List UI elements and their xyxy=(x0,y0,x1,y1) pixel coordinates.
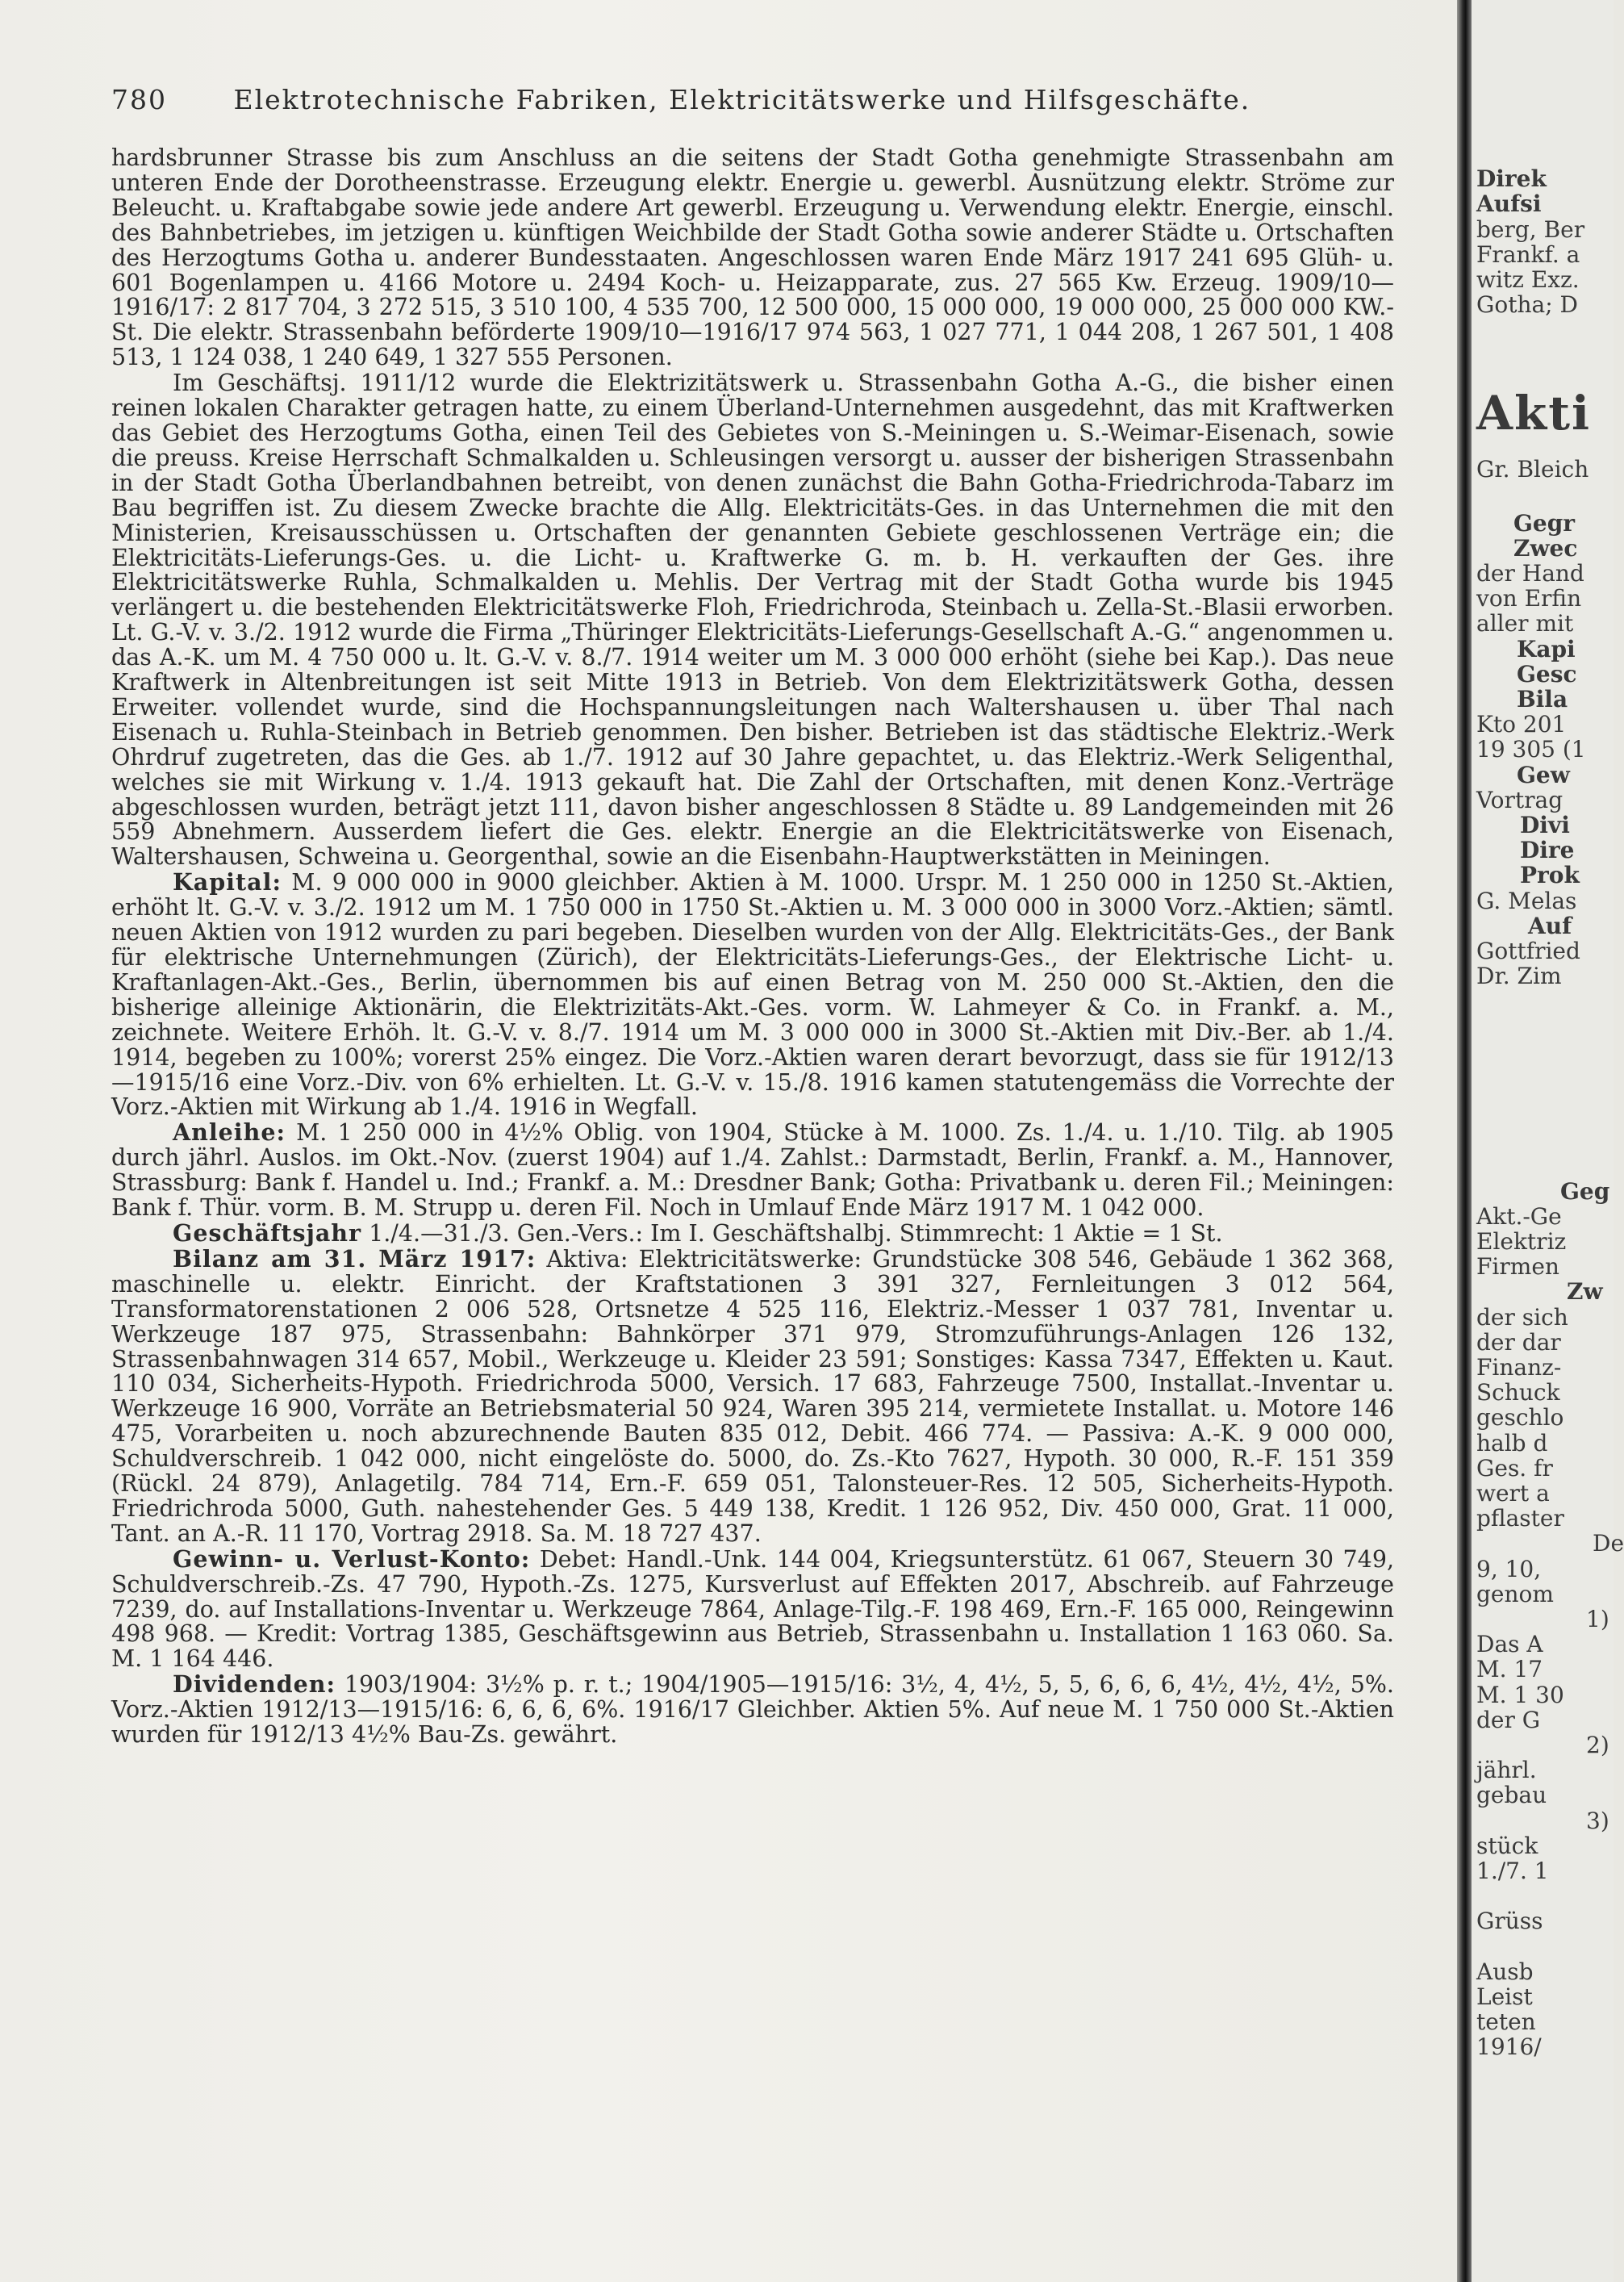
paragraph-geschaeftsjahr xyxy=(111,1218,1394,1247)
right-page-fragment: teten xyxy=(1476,2008,1536,2035)
paragraph-text: 1./4.—31./3. Gen.-Vers.: Im I. Geschäftshalbj. Stimmrecht: 1 Aktie = 1 St. xyxy=(361,1219,1223,1247)
paragraph-lead: Geschäftsjahr xyxy=(173,1218,362,1247)
right-page-fragment: Finanz- xyxy=(1476,1354,1562,1381)
right-page-fragment: Bila xyxy=(1517,686,1568,713)
paragraph-lead: Anleihe: xyxy=(173,1118,286,1147)
book-gutter xyxy=(1457,0,1472,2282)
right-page-fragment: Dire xyxy=(1520,837,1575,863)
paragraph-dividenden xyxy=(111,1672,1394,1748)
right-page-fragment: Gotha; D xyxy=(1476,291,1578,318)
right-page-fragment: 1916/ xyxy=(1476,2033,1542,2060)
paragraph-purpose xyxy=(111,145,1394,370)
right-page-fragment: wert a xyxy=(1476,1480,1550,1507)
right-page-fragment: 9, 10, xyxy=(1476,1556,1542,1582)
right-page-fragment: Divi xyxy=(1520,812,1570,838)
right-page-fragment: 3) xyxy=(1586,1808,1609,1834)
right-page-fragment: Das A xyxy=(1476,1631,1543,1657)
paragraph-kapital xyxy=(111,870,1394,1120)
right-page-fragment: Gesc xyxy=(1517,661,1577,688)
right-page-fragment: gebau xyxy=(1476,1782,1547,1808)
right-page-fragment: der G xyxy=(1476,1707,1541,1733)
right-page-fragment: Leist xyxy=(1476,1983,1533,2010)
right-page-fragment: genom xyxy=(1476,1581,1554,1607)
right-page-fragment: M. 1 30 xyxy=(1476,1682,1564,1708)
paragraph-text: M. 1 250 000 in 4½% Oblig. von 1904, Stücke à M. 1000. Zs. 1./4. u. 1./10. Tilg. ab 1905 durch jährl. Auslos. im Okt.-Nov. (zuerst 1904) auf 1./4. Zahlst.: Darmstadt, Berlin, Frankf. a. M., Hannover, Strassburg: Bank f. Handel u. Ind.; Frankf. a. M.: Dresdner Bank; Gotha: Privatbank u. deren Fil.; Meiningen: Bank f. Thür. vorm. B. M. Strupp u. deren Fil. Noch in Umlauf Ende März 1917 M. 1 042 000. xyxy=(111,1119,1394,1222)
right-page-fragment: jährl. xyxy=(1476,1757,1537,1783)
right-page-fragment: Ges. fr xyxy=(1476,1455,1553,1482)
right-page-fragment: Gr. Bleich xyxy=(1476,456,1589,483)
paragraph-history xyxy=(111,370,1394,870)
right-page-fragment: Aufsi xyxy=(1476,190,1542,217)
right-page-fragment: M. 17 xyxy=(1476,1656,1543,1682)
right-page-fragment: De xyxy=(1593,1530,1624,1557)
paragraph-lead: Dividenden: xyxy=(173,1670,336,1699)
right-page-fragment: Akt.-Ge xyxy=(1476,1203,1562,1230)
right-page-fragment: 1./7. 1 xyxy=(1476,1858,1549,1884)
right-page-fragment: der sich xyxy=(1476,1304,1568,1331)
right-page-fragment: witz Exz. xyxy=(1476,266,1580,293)
right-page-fragment: Ausb xyxy=(1476,1958,1534,1985)
running-title: Elektrotechnische Fabriken, Elektricitätswerke und Hilfsgeschäfte. xyxy=(233,84,1251,115)
right-page-fragment: Dr. Zim xyxy=(1476,963,1562,989)
right-page-fragment: Gottfried xyxy=(1476,938,1580,964)
right-page-fragment: 19 305 (1 xyxy=(1476,736,1586,763)
right-page-fragment: Auf xyxy=(1528,913,1572,939)
right-page-fragment: pflaster xyxy=(1476,1505,1564,1532)
paragraph-anleihe xyxy=(111,1120,1394,1221)
right-page-fragment: Gegr xyxy=(1513,510,1576,537)
paragraph-lead: Kapital: xyxy=(173,868,282,896)
right-page-fragment: berg, Ber xyxy=(1476,216,1585,243)
paragraph-gewinn-verlust xyxy=(111,1544,1395,1673)
right-page-fragment: Frankf. a xyxy=(1476,241,1580,268)
right-page-fragment: stück xyxy=(1476,1833,1538,1859)
right-page-fragment: geschlo xyxy=(1476,1404,1564,1431)
paragraph-text: M. 9 000 000 in 9000 gleichber. Aktien à M. 1000. Urspr. M. 1 250 000 in 1250 St.-Aktien, erhöht lt. G.-V. v. 3./2. 1912 um M. 1 750 000 in 1750 St.-Aktien u. M. 3 000 000 in 3000 Vorz.-Aktien; sämtl. neuen Aktien von 1912 wurden zu pari begeben. Dieselben wurden von der Allg. Elektricitäts-Ges., der Bank für elektrische Unternehmungen (Zürich), der Elektricitäts-Lieferungs-Ges., der Elektrische Licht- u. Kraftanlagen-Akt.-Ges., Berlin, übernommen bis auf einen Betrag von M. 250 000 St.-Aktien, den die bisherige alleinige Aktionärin, die Elektrizitäts-Akt.-Ges. vorm. W. Lahmeyer & Co. in Frankf. a. M., zeichnete. Weitere Erhöh. lt. G.-V. v. 8./7. 1914 um M. 3 000 000 in 3000 St.-Aktien mit Div.-Ber. ab 1./4. 1914, begeben zu 100%; vorerst 25% eingez. Die Vorz.-Aktien waren derart bevorzugt, dass sie für 1912/13—1915/16 eine Vorz.-Div. von 6% erhielten. Lt. G.-V. v. 15./8. 1916 kamen statutengemäss die Vorrechte der Vorz.-Aktien mit Wirkung ab 1./4. 1916 in Wegfall. xyxy=(111,869,1394,1121)
right-page-fragment: G. Melas xyxy=(1476,888,1577,914)
running-header xyxy=(111,84,1394,115)
right-page-edge xyxy=(1472,0,1624,2282)
right-page-fragment: Elektriz xyxy=(1476,1228,1567,1255)
right-page-fragment: der dar xyxy=(1476,1329,1561,1356)
right-page-fragment: Geg xyxy=(1560,1178,1610,1205)
paragraph-text: Aktiva: Elektricitätswerke: Grundstücke 308 546, Gebäude 1 362 368, maschinelle u. elektr. Einricht. der Kraftstationen 3 391 327, Fernleitungen 3 012 564, Transformatorenstationen 2 006 528, Ortsnetze 4 525 116, Elektriz.-Messer 1 037 781, Inventar u. Werkzeuge 187 975, Strassenbahn: Bahnkörper 371 979, Stromzuführungs-Anlagen 126 132, Strassenbahnwagen 314 657, Mobil., Werkzeuge u. Kleider 23 591; Sonstiges: Kassa 7347, Effekten u. Kaut. 110 034, Sicherheits-Hypoth. Friedrichroda 5000, Versich. 17 683, Fahrzeuge 7500, Installat.-Inventar u. Werkzeuge 16 900, Vorräte an Betriebsmaterial 50 924, Waren 395 214, vermietete Installat. u. Motore 146 475, Vorarbeiten u. noch abzurechnende Bauten 835 012, Debit. 466 774. — Passiva: A.-K. 9 000 000, Schuldverschreib. 1 042 000, nicht eingelöste do. 5000, do. Zs.-Kto 7627, Hypoth. 30 000, R.-F. 151 359 (Rückl. 24 879), Anlagetilg. 784 714, Ern.-F. 659 051, Talonsteuer-Res. 12 505, Sicherheits-Hypoth. Friedrichroda 5000, Guth. nahestehender Ges. 5 449 138, Kredit. 1 126 952, Div. 450 000, Grat. 11 000, Tant. an A.-R. 11 170, Vortrag 2918. Sa. M. 18 727 437. xyxy=(111,1245,1394,1547)
right-page-fragment: Grüss xyxy=(1476,1908,1543,1934)
right-page-fragment: von Erfin xyxy=(1476,585,1582,612)
paragraph-text: Im Geschäftsj. 1911/12 wurde die Elektrizitätswerk u. Strassenbahn Gotha A.-G., die bisher einen reinen lokalen Charakter getragen hatte, zu einem Überland-Unternehmen ausgedehnt, das mit Kraftwerken das Gebiet des Herzogtums Gotha, einen Teil des Gebietes von S.-Meiningen u. S.-Weimar-Eisenach, sowie die preuss. Kreise Herrschaft Schmalkalden u. Schleusingen versorgt u. ausser der bisherigen Strassenbahn in der Stadt Gotha Überlandbahnen betreibt, von denen zunächst die Bahn Gotha-Friedrichroda-Tabarz im Bau begriffen ist. Zu diesem Zwecke brachte die Allg. Elektricitäts-Ges. in das Unternehmen die mit den Ministerien, Kreisausschüssen u. Ortschaften der genannten Gebiete geschlossenen Verträge ein; die Elektricitäts-Lieferungs-Ges. u. die Licht- u. Kraftwerke G. m. b. H. verkauften der Ges. ihre Elektricitätswerke Ruhla, Schmalkalden u. Mehlis. Der Vertrag mit der Stadt Gotha wurde bis 1945 verlängert u. die bestehenden Elektricitätswerke Floh, Friedrichroda, Steinbach u. Zella-St.-Blasii erworben. Lt. G.-V. v. 3./2. 1912 wurde die Firma „Thüringer Elektricitäts-Lieferungs-Gesellschaft A.-G.“ angenommen u. das A.-K. um M. 4 750 000 u. lt. G.-V. v. 8./7. 1914 weiter um M. 3 000 000 erhöht (siehe bei Kap.). Das neue Kraftwerk in Altenbreitungen ist seit Mitte 1913 in Betrieb. Von dem Elektrizitätswerk Gotha, dessen Erweiter. vollendet wurde, sind die Hochspannungsleitungen nach Waltershausen u. über Thal nach Eisenach u. Ruhla-Steinbach in Betrieb genommen. Den bisher. Betrieben ist das städtische Elektriz.-Werk Ohrdruf zugetreten, das die Ges. ab 1./7. 1912 auf 30 Jahre gepachtet, u. das Elektriz.-Werk Seligenthal, welches sie mit Wirkung v. 1./4. 1913 gekauft hat. Die Zahl der Ortschaften, mit denen Konz.-Verträge abgeschlossen wurden, beträgt jetzt 111, davon bisher angeschlossen 8 Städte u. 89 Landgemeinden mit 26 559 Abnehmern. Ausserdem liefert die Ges. elektr. Energie an die Elektricitätswerke von Eisenach, Waltershausen, Schweina u. Georgenthal, sowie an die Eisenbahn-Hauptwerkstätten in Meiningen. xyxy=(111,370,1394,871)
right-page-heading: Akti xyxy=(1476,386,1592,441)
right-page-fragment: Zw xyxy=(1567,1278,1603,1305)
right-page-fragment: 2) xyxy=(1586,1732,1609,1758)
right-page-fragment: Zwec xyxy=(1513,535,1578,562)
right-page-fragment: Prok xyxy=(1520,862,1580,888)
right-page-fragment: Direk xyxy=(1476,165,1547,192)
body-text xyxy=(111,145,1394,1748)
paragraph-bilanz xyxy=(111,1244,1394,1547)
right-page-fragment: 1) xyxy=(1586,1606,1609,1632)
paragraph-lead: Bilanz am 31. März 1917: xyxy=(173,1244,536,1273)
right-page-fragment: Kto 201 xyxy=(1476,711,1567,738)
right-page-fragment: Firmen xyxy=(1476,1253,1559,1280)
paragraph-text: Debet: Handl.-Unk. 144 004, Kriegsunterstütz. 61 067, Steuern 30 749, Schuldverschreib.-Zs. 47 790, Hypoth.-Zs. 1275, Kursverlust auf Effekten 2017, Abschreib. auf Fahrzeuge 7239, do. auf Installations-Inventar u. Werkzeuge 7864, Anlage-Tilg.-F. 198 469, Ern.-F. 165 000, Reingewinn 498 968. — Kredit: Vortrag 1385, Geschäftsgewinn aus Betrieb, Strassenbahn u. Installation 1 163 060. Sa. M. 1 164 446. xyxy=(111,1545,1395,1673)
right-page-fragment: Schuck xyxy=(1476,1379,1560,1406)
page-number: 780 xyxy=(111,84,167,115)
right-page-fragment: Kapi xyxy=(1517,636,1576,662)
paragraph-lead: Gewinn- u. Verlust-Konto: xyxy=(173,1544,531,1573)
right-page-fragment: Gew xyxy=(1517,762,1570,788)
paragraph-text: 1903/1904: 3½% p. r. t.; 1904/1905—1915/16: 3½, 4, 4½, 5, 5, 6, 6, 6, 4½, 4½, 4½, 5%. Vorz.-Aktien 1912/13—1915/16: 6, 6, 6, 6%. 1916/17 Gleichber. Aktien 5%. Auf neue M. 1 750 000 St.-Aktien wurden für 1912/13 4½% Bau-Zs. gewährt. xyxy=(111,1671,1394,1749)
paragraph-text: hardsbrunner Strasse bis zum Anschluss an die seitens der Stadt Gotha genehmigte Strassenbahn am unteren Ende der Dorotheenstrasse. Erzeugung elektr. Energie u. gewerbl. Ausnützung elektr. Ströme zur Beleucht. u. Kraftabgabe sowie jede andere Art gewerbl. Erzeugung u. Verwendung elektr. Energie, einschl. des Bahnbetriebes, im jetzigen u. künftigen Weichbilde der Stadt Gotha sowie anderer Städte u. Ortschaften des Herzogtums Gotha u. anderer Bundesstaaten. Angeschlossen waren Ende März 1917 241 695 Glüh- u. 601 Bogenlampen u. 4166 Motore u. 2494 Koch- u. Heizapparate, zus. 27 565 Kw. Erzeug. 1909/10—1916/17: 2 817 704, 3 272 515, 3 510 100, 4 535 700, 12 500 000, 15 000 000, 19 000 000, 25 000 000 KW.-St. Die elektr. Strassenbahn beförderte 1909/10—1916/17 974 563, 1 027 771, 1 044 208, 1 267 501, 1 408 513, 1 124 038, 1 240 649, 1 327 555 Personen. xyxy=(111,144,1394,371)
right-page-fragment: Vortrag xyxy=(1476,787,1563,813)
right-page-fragment: aller mit xyxy=(1476,610,1574,637)
right-page-fragment: halb d xyxy=(1476,1430,1548,1457)
right-page-fragment: der Hand xyxy=(1476,560,1584,587)
